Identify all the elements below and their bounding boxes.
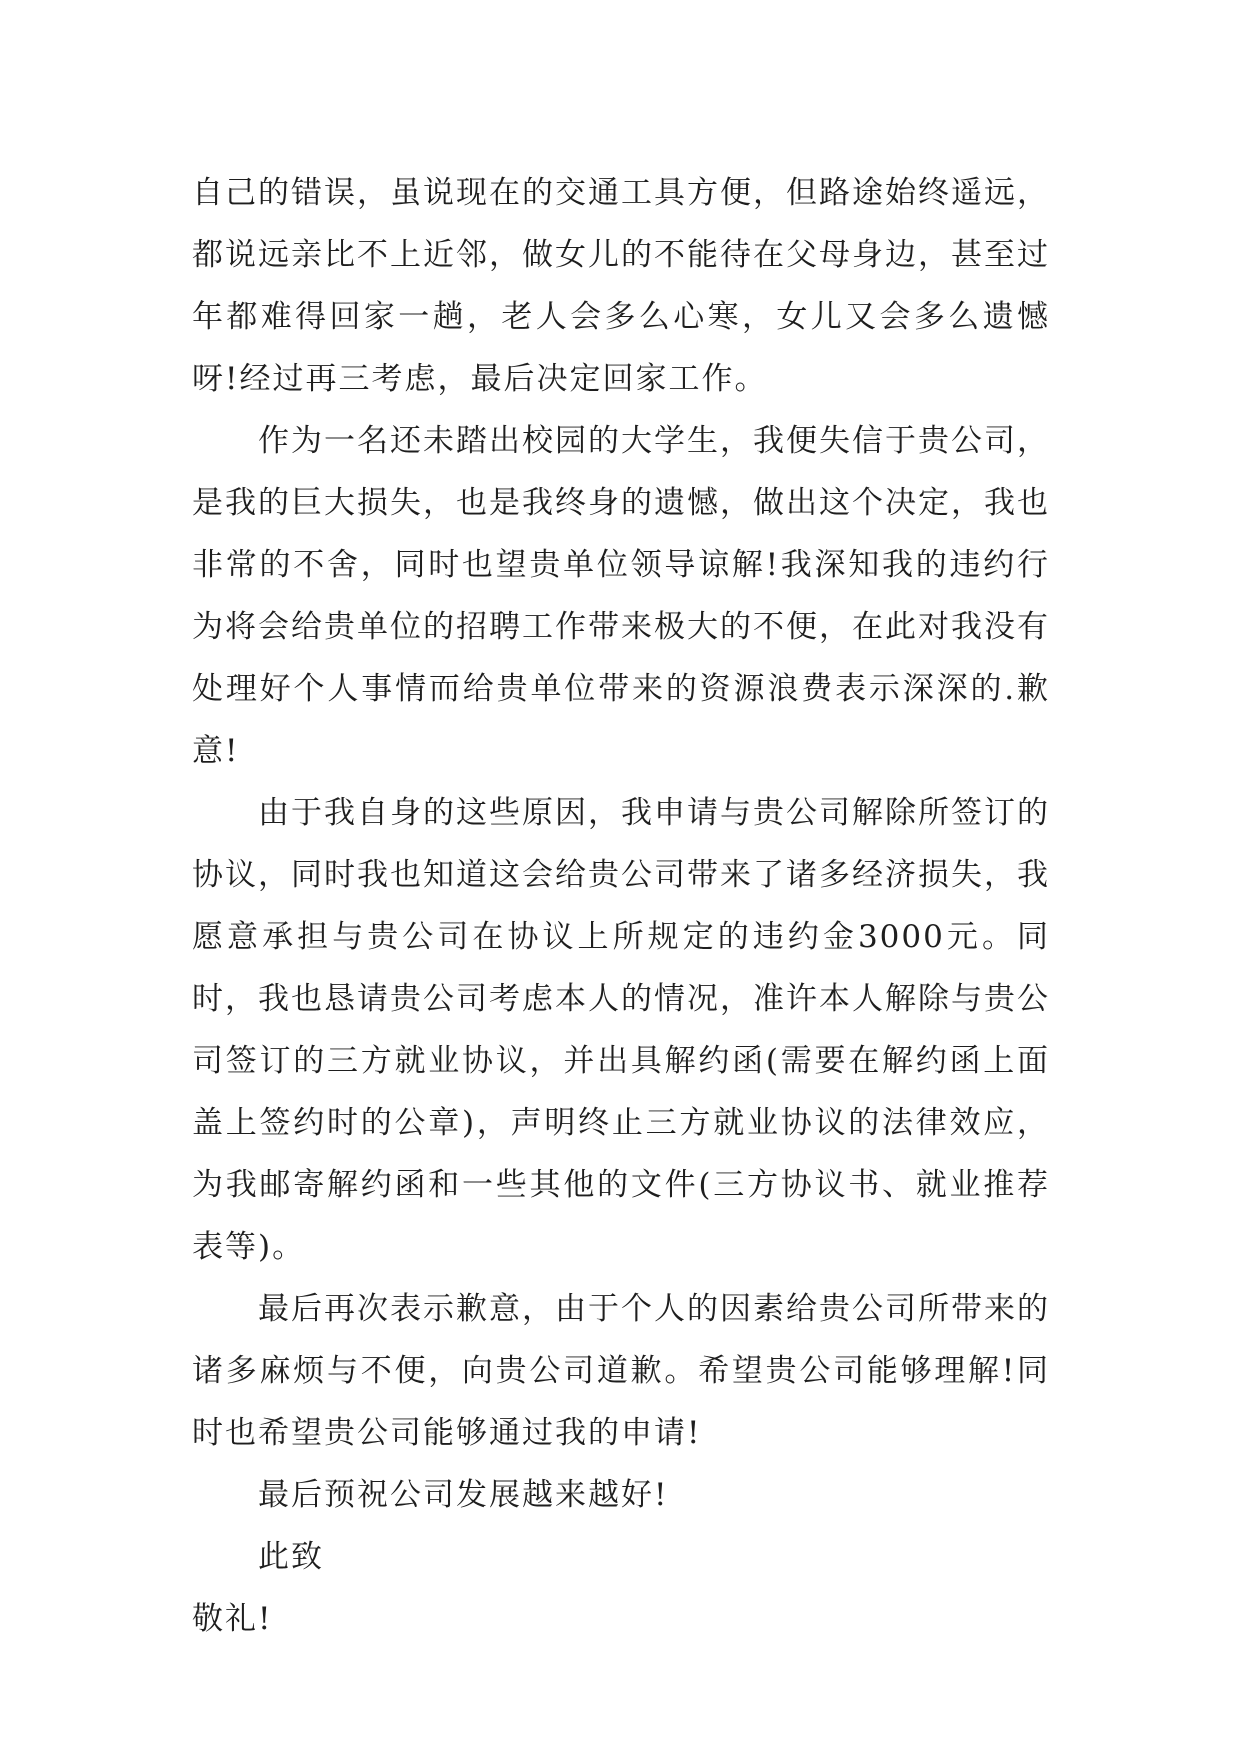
- paragraph-apology: 作为一名还未踏出校园的大学生，我便失信于贵公司，是我的巨大损失，也是我终身的遗憾，做出这个决定，我也非常的不舍，同时也望贵单位领导谅解!我深知我的违约行为将会给贵单位的招聘工作带来极大的不便，在此对我没有处理好个人事情而给贵单位带来的资源浪费表示深深的.歉意!: [192, 423, 1050, 769]
- letter-body: [192, 162, 1050, 1650]
- paragraph-termination-request: 由于我自身的这些原因，我申请与贵公司解除所签订的协议，同时我也知道这会给贵公司带来了诸多经济损失，我愿意承担与贵公司在协议上所规定的违约金3000元。同时，我也恳请贵公司考虑本人的情况，准许本人解除与贵公司签订的三方就业协议，并出具解约函(需要在解约函上面盖上签约时的公章)，声明终止三方就业协议的法律效应，为我邮寄解约函和一些其他的文件(三方协议书、就业推荐表等)。: [192, 795, 1050, 1265]
- paragraph-closing-apology: 最后再次表示歉意，由于个人的因素给贵公司所带来的诸多麻烦与不便，向贵公司道歉。希望贵公司能够理解!同时也希望贵公司能够通过我的申请!: [192, 1291, 1050, 1451]
- closing-regards: 敬礼!: [192, 1601, 273, 1637]
- paragraph-reason: 自己的错误，虽说现在的交通工具方便，但路途始终遥远，都说远亲比不上近邻，做女儿的不能待在父母身边，甚至过年都难得回家一趟，老人会多么心寒，女儿又会多么遗憾呀!经过再三考虑，最后决定回家工作。: [192, 175, 1050, 397]
- paragraph-wishes: 最后预祝公司发展越来越好!: [258, 1477, 669, 1513]
- closing-salutation: 此致: [258, 1539, 324, 1575]
